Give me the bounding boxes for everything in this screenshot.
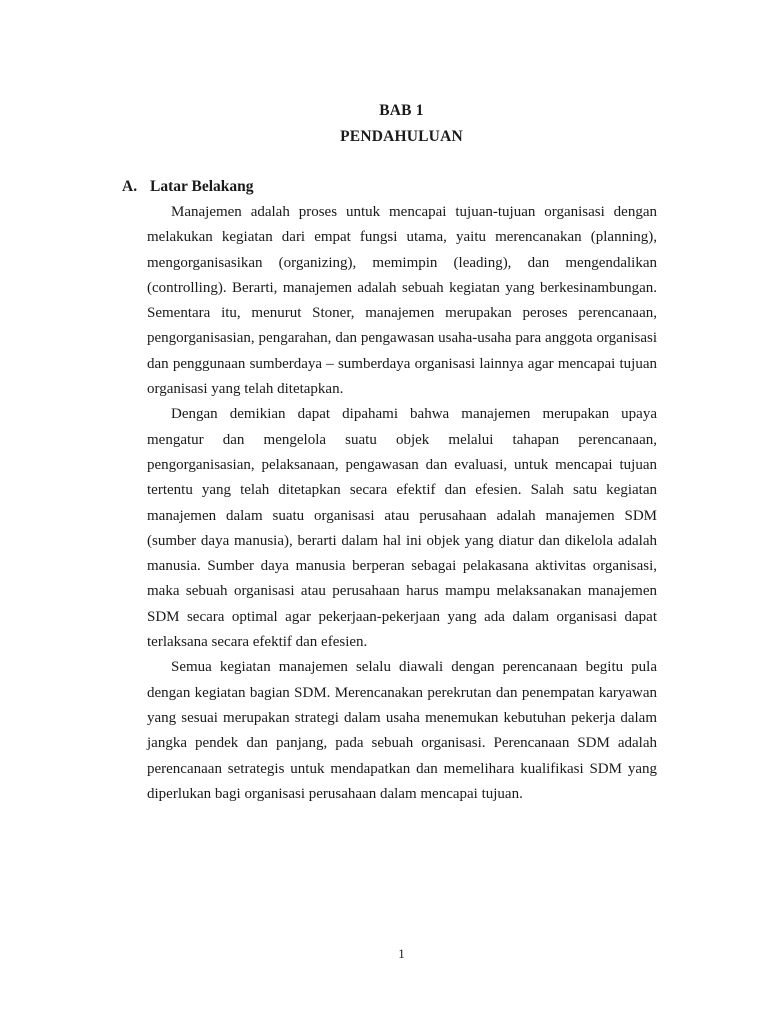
paragraph-1: Manajemen adalah proses untuk mencapai tujuan-tujuan organisasi dengan melakukan kegiatan dari empat fungsi utama, yaitu merencanakan (planning), mengorganisasikan (organizing), memimpin (leading), dan mengendalikan (controlling). Berarti, manajemen adalah sebuah kegiatan yang berkesinambungan. Sementara itu, menurut Stoner, manajemen merupakan peroses perencanaan, pengorganisasian, pengarahan, dan pengawasan usaha-usaha para anggota organisasi dan penggunaan sumberdaya – sumberdaya organisasi lainnya agar mencapai tujuan organisasi yang telah ditetapkan. — [147, 204, 657, 398]
page-number: 1 — [398, 946, 405, 961]
paragraph-2: Dengan demikian dapat dipahami bahwa manajemen merupakan upaya mengatur dan mengelola suatu objek melalui tahapan perencanaan, pengorganisasian, pelaksanaan, pengawasan dan evaluasi, untuk mencapai tujuan tertentu yang telah ditetapkan secara efektif dan efesien. Salah satu kegiatan manajemen dalam suatu organisasi atau perusahaan adalah manajemen SDM (sumber daya manusia), berarti dalam hal ini objek yang diatur dan dikelola adalah manusia. Sumber daya manusia berperan sebagai pelakasana aktivitas organisasi, maka sebuah organisasi atau perusahaan harus mampu melaksanakan manajemen SDM secara optimal agar pekerjaan-pekerjaan yang ada dalam organisasi dapat terlaksana secara efektif dan efesien. — [147, 406, 657, 651]
section-heading — [122, 178, 254, 196]
body-text — [147, 200, 657, 807]
section-title: Latar Belakang — [150, 178, 254, 195]
chapter-title: PENDAHULUAN — [340, 128, 463, 145]
section-letter: A. — [122, 178, 138, 195]
chapter-number: BAB 1 — [379, 102, 424, 119]
paragraph-3: Semua kegiatan manajemen selalu diawali dengan perencanaan begitu pula dengan kegiatan bagian SDM. Merencanakan perekrutan dan penempatan karyawan yang sesuai merupakan strategi dalam usaha menemukan kebutuhan pekerja dalam jangka pendek dan panjang, pada sebuah organisasi. Perencanaan SDM adalah perencanaan setrategis untuk mendapatkan dan memelihara kualifikasi SDM yang diperlukan bagi organisasi perusahaan dalam mencapai tujuan. — [147, 659, 657, 802]
